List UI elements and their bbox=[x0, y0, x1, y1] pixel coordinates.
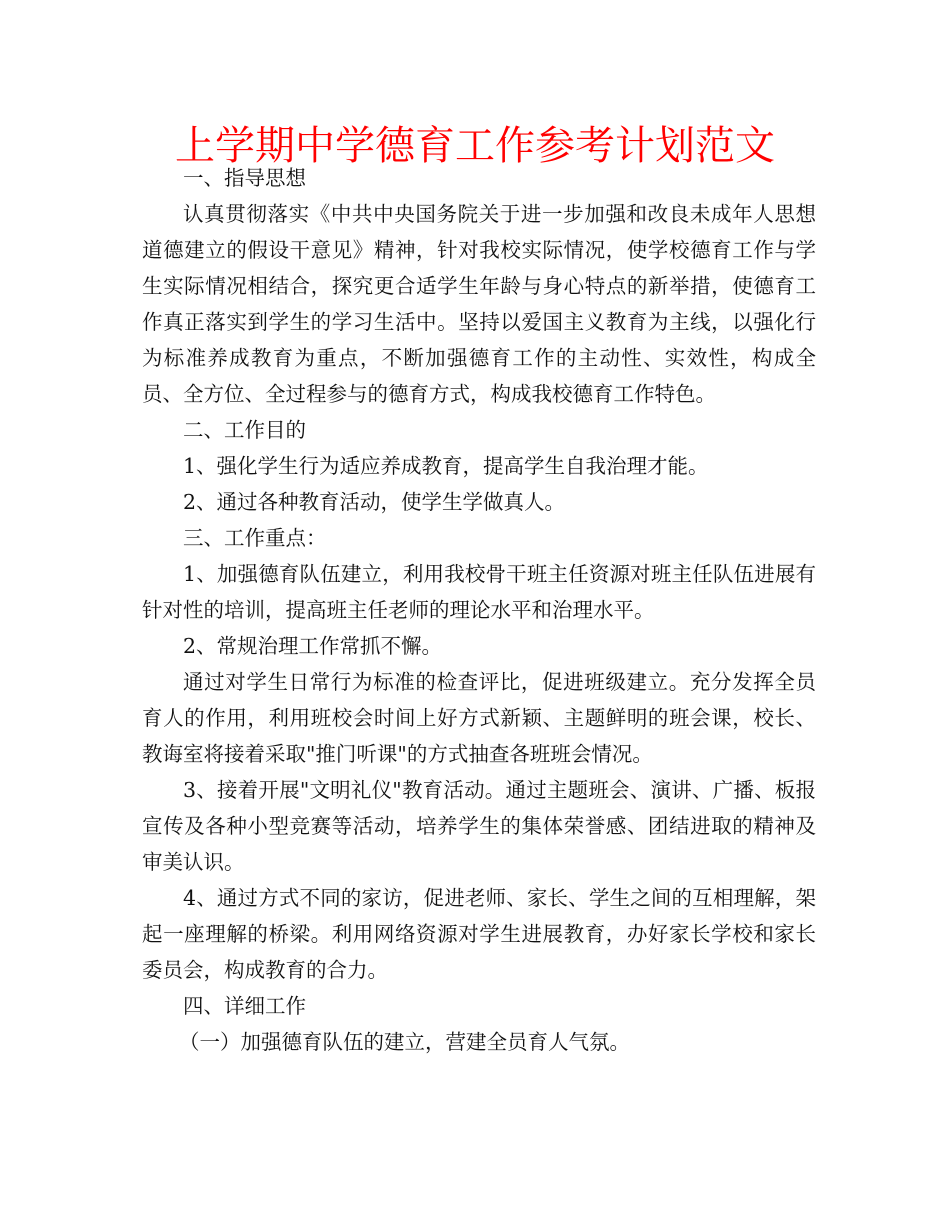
focus-item-3: 3、接着开展"文明礼仪"教育活动。通过主题班会、演讲、广播、板报宣传及各种小型竞赛等活动，培养学生的集体荣誉感、团结进取的精神及审美认识。 bbox=[142, 778, 816, 874]
goal-item-2: 2、通过各种教育活动，使学生学做真人。 bbox=[183, 490, 566, 514]
document-body bbox=[142, 160, 816, 1060]
detailed-work-item-1: （一）加强德育队伍的建立，营建全员育人气氛。 bbox=[179, 1030, 630, 1054]
section-heading-work-goals: 二、工作目的 bbox=[183, 418, 306, 442]
focus-item-2-detail: 通过对学生日常行为标准的检查评比，促进班级建立。充分发挥全员育人的作用，利用班校会时间上好方式新颖、主题鲜明的班会课，校长、教诲室将接着采取"推门听课"的方式抽查各班班会情况。 bbox=[142, 670, 816, 766]
goal-item-1: 1、强化学生行为适应养成教育，提高学生自我治理才能。 bbox=[183, 454, 709, 478]
focus-item-1: 1、加强德育队伍建立，利用我校骨干班主任资源对班主任队伍进展有针对性的培训，提高班主任老师的理论水平和治理水平。 bbox=[142, 562, 816, 622]
paragraph-guiding-thought: 认真贯彻落实《中共中央国务院关于进一步加强和改良未成年人思想道德建立的假设干意见》精神，针对我校实际情况，使学校德育工作与学生实际情况相结合，探究更合适学生年龄与身心特点的新举措，使德育工作真正落实到学生的学习生活中。坚持以爱国主义教育为主线，以强化行为标准养成教育为重点，不断加强德育工作的主动性、实效性，构成全员、全方位、全过程参与的德育方式，构成我校德育工作特色。 bbox=[142, 202, 816, 406]
section-heading-guiding-thought: 一、指导思想 bbox=[183, 166, 306, 190]
focus-item-2: 2、常规治理工作常抓不懈。 bbox=[183, 634, 443, 658]
focus-item-4: 4、通过方式不同的家访，促进老师、家长、学生之间的互相理解，架起一座理解的桥梁。利用网络资源对学生进展教育，办好家长学校和家长委员会，构成教育的合力。 bbox=[142, 886, 816, 982]
section-heading-detailed-work: 四、详细工作 bbox=[183, 994, 306, 1018]
section-heading-work-focus: 三、工作重点： bbox=[183, 526, 327, 550]
document-title: 上学期中学德育工作参考计划范文 bbox=[175, 123, 775, 169]
